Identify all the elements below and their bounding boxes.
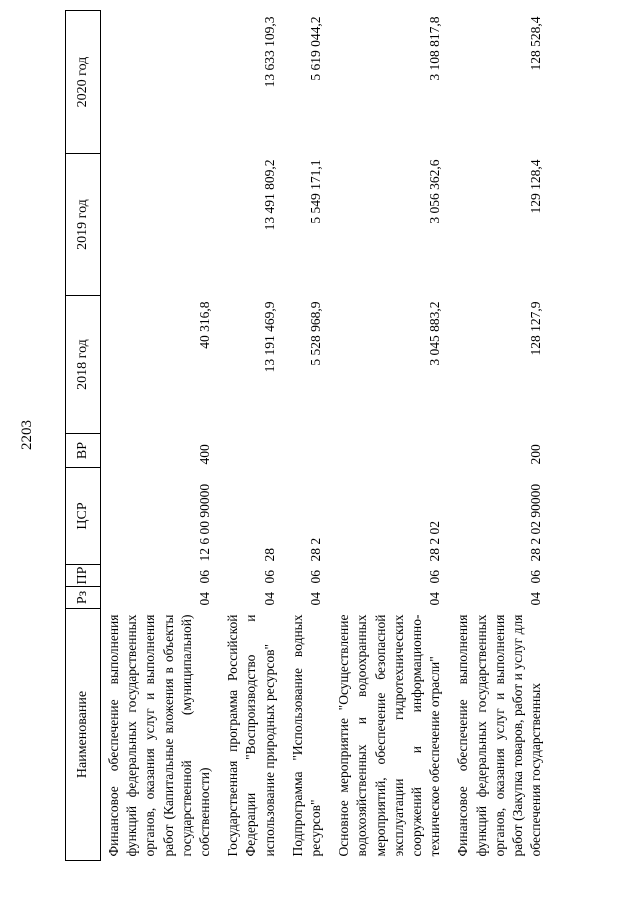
- row-2019: [101, 154, 221, 296]
- table-row: [285, 11, 331, 861]
- row-name: Подпрограмма "Использование водных ресурсов": [289, 614, 324, 857]
- table-row: [220, 11, 285, 861]
- row-csr: 12 6 00 90000: [197, 483, 213, 562]
- row-pr: 06: [308, 570, 324, 584]
- row-name: Финансовое обеспечение выполнения функций федеральных государственных органов, оказания услуг и выполнения работ (Капитальные вложения в объекты государственной (муниципальной) собственности): [106, 614, 213, 857]
- row-name: Государственная программа Российской Федерации "Воспроизводство и использование природных ресурсов": [225, 614, 277, 857]
- row-2020: 5 619 044,2: [308, 16, 324, 81]
- header-pr: ПР: [66, 565, 101, 587]
- row-pr: 06: [528, 570, 544, 584]
- row-2019: 3 056 362,6: [427, 159, 443, 224]
- table-row: [450, 11, 551, 861]
- page-number: 2203: [19, 420, 35, 450]
- row-2018: 13 191 469,9: [261, 301, 277, 373]
- table-row: [101, 11, 221, 861]
- row-vr: 200: [528, 444, 544, 465]
- row-2020: [101, 11, 221, 154]
- row-2018: 40 316,8: [197, 301, 213, 349]
- budget-table: [65, 10, 551, 861]
- table-header-row: [66, 11, 101, 861]
- header-2018: 2018 год: [66, 296, 101, 434]
- header-2020: 2020 год: [66, 11, 101, 154]
- row-2020: 128 528,4: [528, 16, 544, 71]
- row-rz: 04: [528, 592, 544, 606]
- row-2018: 3 045 883,2: [427, 301, 443, 366]
- row-csr: 28 2: [308, 537, 324, 562]
- header-rz: Рз: [66, 587, 101, 609]
- row-2019: 129 128,4: [528, 159, 544, 214]
- row-2020: 3 108 817,8: [427, 16, 443, 81]
- row-pr: 06: [261, 570, 277, 584]
- row-2018: 128 127,9: [528, 301, 544, 356]
- row-name: Основное мероприятие "Осуществление водохозяйственных и водоохранных мероприятий, обеспечение безопасной эксплуатации гидротехнических сооружений и информационно-техническое обеспечение отрасли": [336, 614, 443, 857]
- header-csr: ЦСР: [66, 468, 101, 565]
- row-rz: 04: [427, 592, 443, 606]
- row-rz: 04: [308, 592, 324, 606]
- row-2020: 13 633 109,3: [261, 16, 277, 88]
- row-rz: 04: [197, 592, 213, 606]
- table-row: [331, 11, 450, 861]
- row-vr: [331, 434, 450, 468]
- row-2018: 5 528 968,9: [308, 301, 324, 366]
- row-pr: 06: [427, 570, 443, 584]
- row-2019: 5 549 171,1: [308, 159, 324, 224]
- row-vr: [220, 434, 285, 468]
- row-name: Финансовое обеспечение выполнения функций федеральных государственных органов, оказания услуг и выполнения работ (Закупка товаров, работ и услуг для обеспечения государственных: [455, 614, 544, 857]
- header-vr: ВР: [66, 434, 101, 468]
- row-vr: 400: [197, 444, 213, 465]
- header-2019: 2019 год: [66, 154, 101, 296]
- row-pr: 06: [197, 570, 213, 584]
- row-csr: 28 2 02 90000: [528, 483, 544, 562]
- row-csr: 28: [261, 548, 277, 562]
- row-rz: 04: [261, 592, 277, 606]
- row-2019: 13 491 809,2: [261, 159, 277, 231]
- row-vr: [285, 434, 331, 468]
- header-name: Наименование: [66, 609, 101, 861]
- row-csr: 28 2 02: [427, 521, 443, 562]
